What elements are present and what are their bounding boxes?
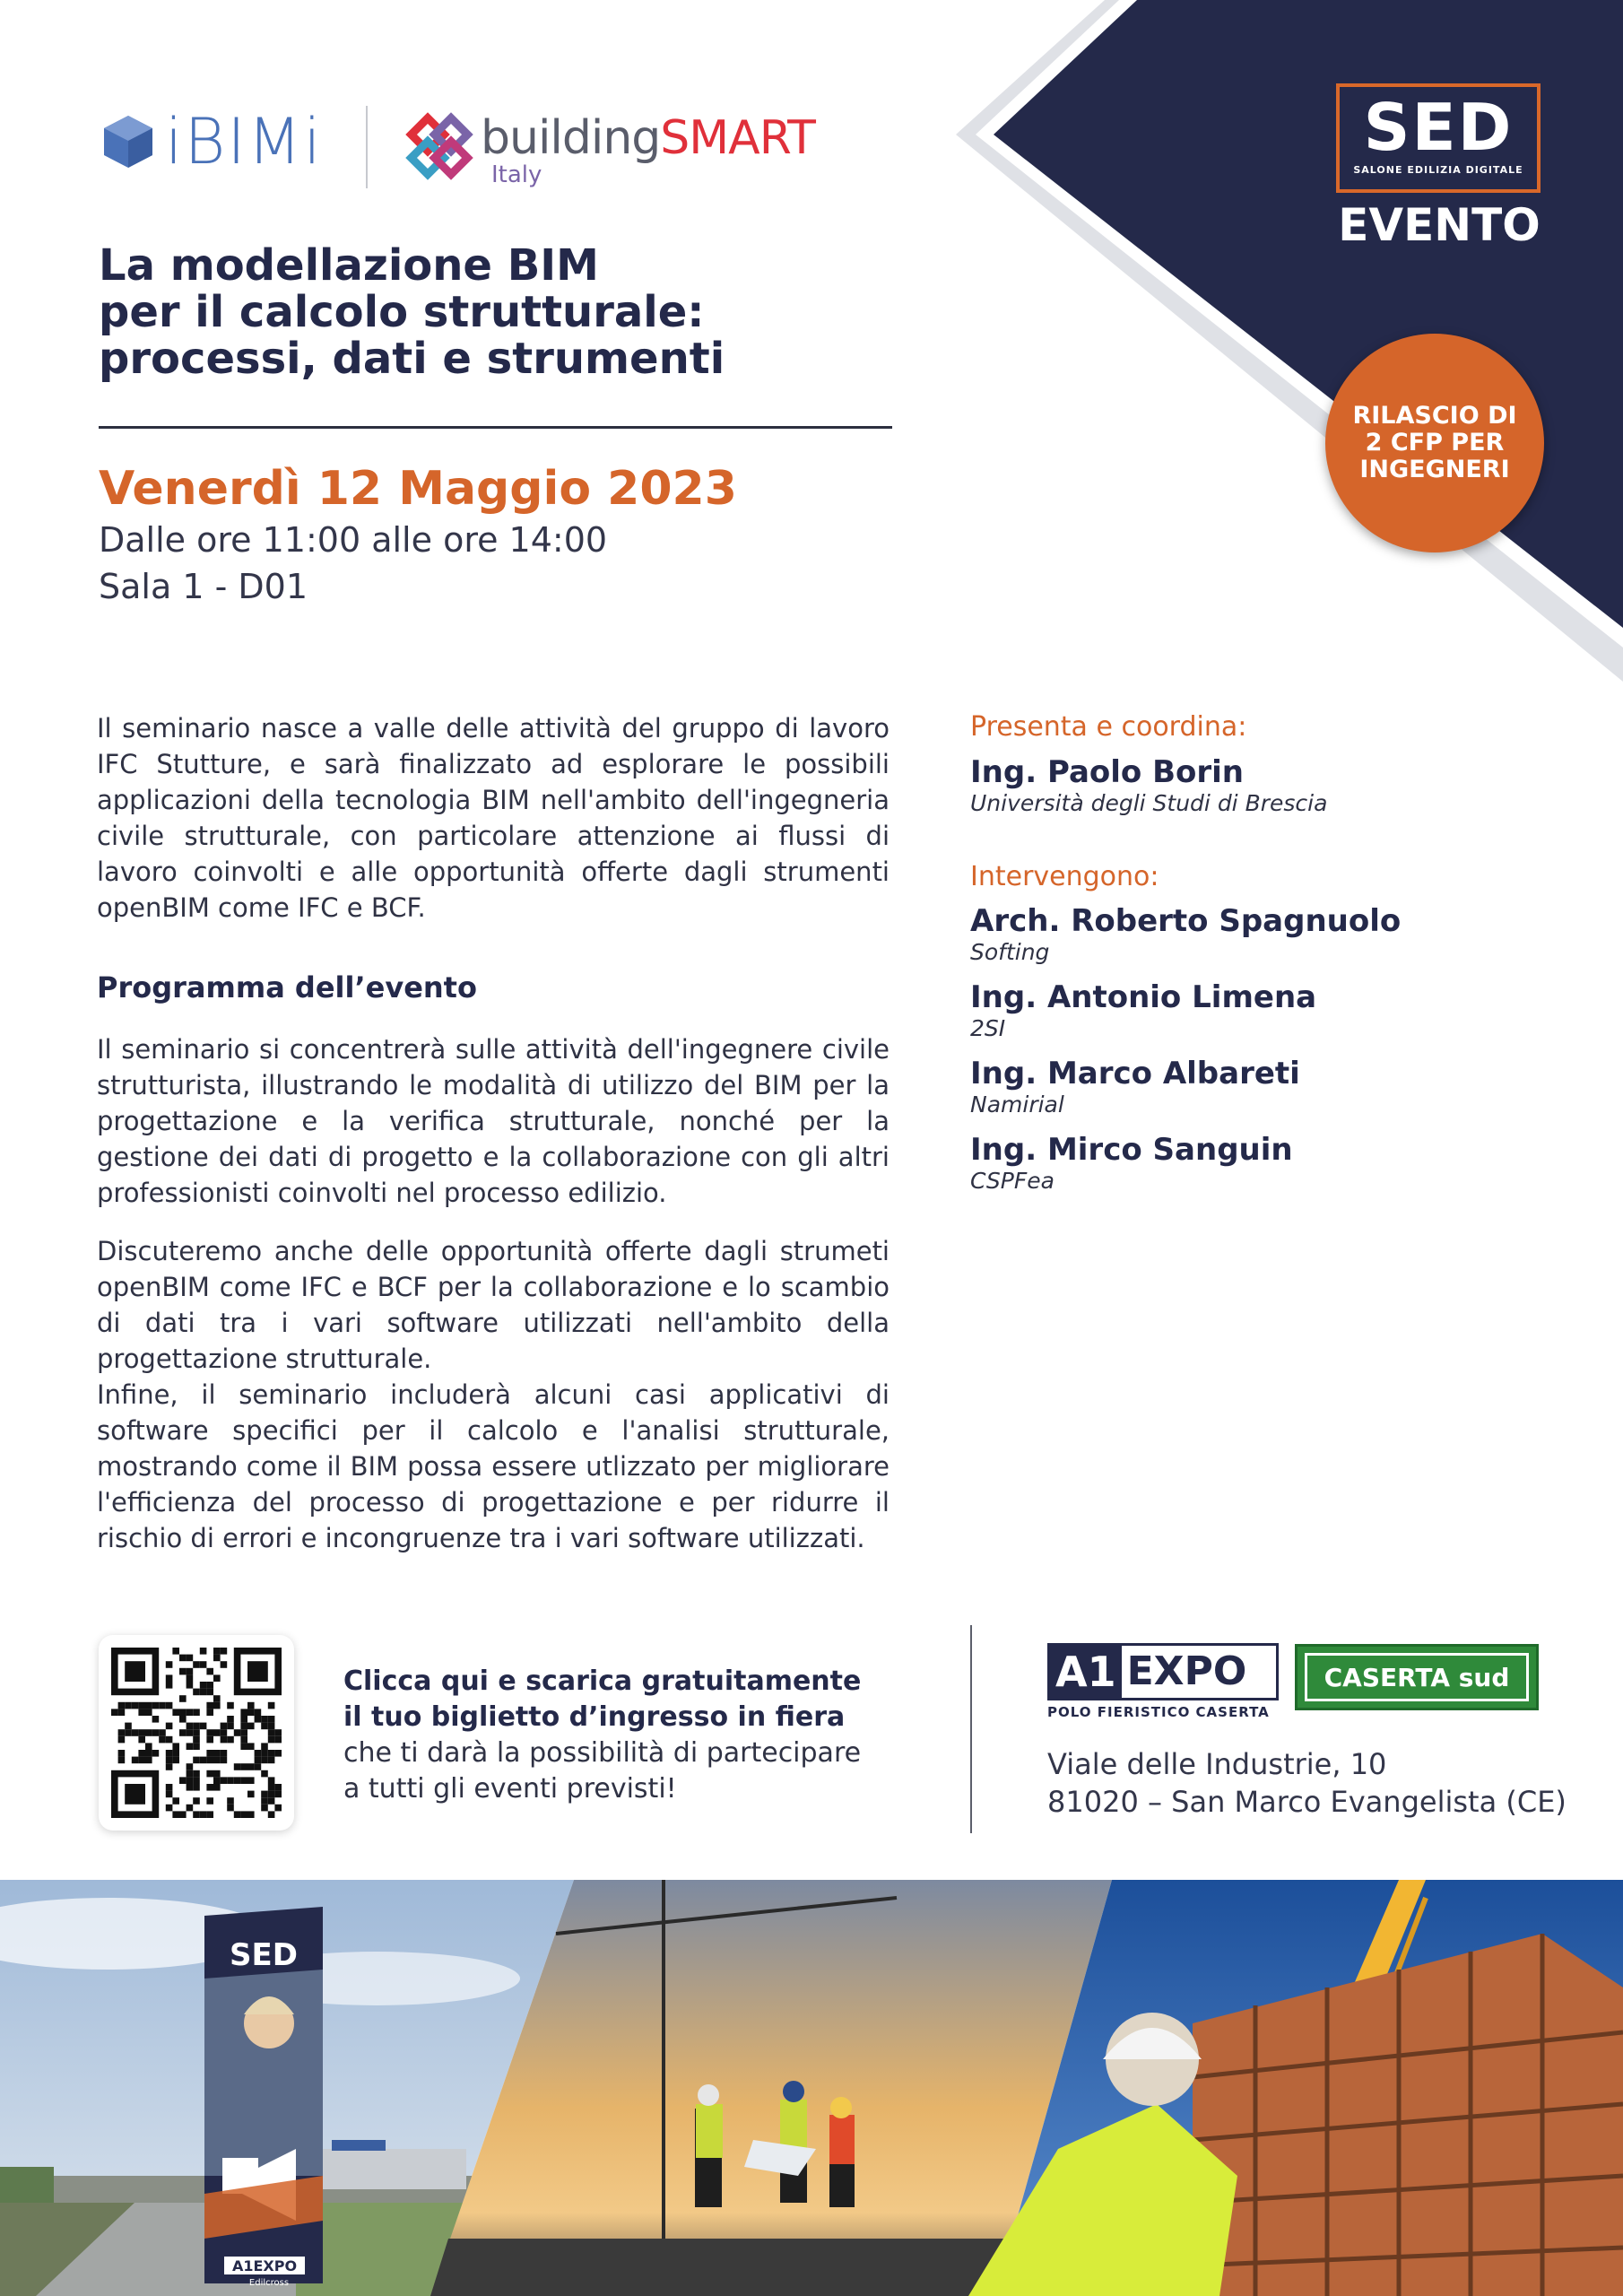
speakers-heading: Intervengono: (970, 861, 1159, 892)
speaker-name: Ing. Mirco Sanguin (970, 1132, 1293, 1168)
speaker-affiliation: 2SI (970, 1015, 1006, 1041)
ticket-cta[interactable] (343, 1664, 899, 1807)
programma-heading: Programma dell’evento (97, 970, 477, 1004)
speaker-name: Ing. Paolo Borin (970, 754, 1245, 790)
a1-mark: A1 (1050, 1646, 1122, 1698)
a1-expo-logo (1047, 1643, 1279, 1720)
title-divider (99, 426, 892, 429)
presenter-heading: Presenta e coordina: (970, 711, 1247, 743)
ibimi-wordmark: iBIMi (165, 105, 323, 178)
cfp-text: RILASCIO DI 2 CFP PER INGEGNERI (1352, 402, 1517, 483)
event-date: Venerdì 12 Maggio 2023 (99, 462, 737, 516)
totem-a1-text: A1EXPO (231, 2257, 298, 2274)
intro-paragraph: Il seminario nasce a valle delle attività del gruppo di lavoro IFC Stutture, e sarà finalizzato ad esplorare le possibili applicazioni della tecnologia BIM nell'ambito dell'ingegneria civile strutturale, con particolare attenzione ai flussi di lavoro coinvolti e alle opportunità offerte dagli strumenti openBIM come IFC e BCF. (97, 713, 890, 923)
event-time: Dalle ore 11:00 alle ore 14:00 (99, 520, 608, 560)
programma-p2: Discuteremo anche delle opportunità offerte dagli strumeti openBIM come IFC e BCF per la collaborazione e lo scambio di dati tra i vari software utilizzati nell'ambito della progettazione strutturale. (97, 1236, 890, 1374)
speaker-name: Arch. Roberto Spagnuolo (970, 903, 1402, 939)
title-line: processi, dati e strumenti (99, 334, 725, 384)
cta-line: che ti darà la possibilità di partecipare (343, 1737, 862, 1769)
evento-label: EVENTO (1338, 199, 1541, 251)
ibimi-logo (100, 106, 323, 178)
caserta-sud-sign (1295, 1644, 1539, 1710)
event-title (99, 242, 906, 382)
logo-separator (366, 106, 368, 188)
presenter (970, 754, 1327, 816)
totem-bottom-text: Edilcross (248, 2278, 290, 2288)
speaker-item (970, 1132, 1293, 1194)
speaker-affiliation: Namirial (970, 1091, 1064, 1118)
programma-paragraph-2 (97, 1233, 890, 1556)
footer-divider (970, 1625, 972, 1833)
event-room: Sala 1 - D01 (99, 567, 308, 606)
address-line: 81020 – San Marco Evangelista (CE) (1047, 1785, 1567, 1819)
qr-code-icon (99, 1635, 294, 1831)
ticket-qr-code[interactable] (99, 1635, 294, 1831)
cta-line: il tuo biglietto d’ingresso in fiera (343, 1701, 846, 1733)
cta-line: a tutti gli eventi previsti! (343, 1773, 677, 1805)
sed-subtitle: SALONE EDILIZIA DIGITALE (1353, 164, 1523, 176)
photo-strip (0, 1880, 1623, 2296)
speaker-item (970, 903, 1401, 965)
speaker-name: Ing. Antonio Limena (970, 979, 1317, 1015)
expo-mark: EXPO (1126, 1648, 1247, 1694)
speaker-name: Ing. Marco Albareti (970, 1056, 1300, 1091)
buildingsmart-country: Italy (491, 161, 542, 188)
speaker-affiliation: CSPFea (970, 1168, 1055, 1194)
caserta-sud-text: CASERTA sud (1305, 1653, 1529, 1701)
programma-p3: Infine, il seminario includerà alcuni casi applicativi di software specifici per il calcolo e l'analisi strutturale, mostrando come il BIM possa essere utlizzato per migliorare l'efficienza del processo di progettazione e per ridurre il rischio di errori e incongruenze tra i vari software utilizzati. (97, 1379, 890, 1553)
cta-line: Clicca qui e scarica gratuitamente (343, 1665, 862, 1697)
cfp-badge (1325, 334, 1544, 552)
programma-paragraph: Il seminario si concentrerà sulle attività dell'ingegnere civile strutturista, illustrando le modalità di utilizzo del BIM per la progettazione e la verifica strutturale, nonché per la gestione dei dati di progetto e la collaborazione con gli altri professionisti coinvolti nel processo edilizio. (97, 1034, 890, 1208)
totem-sed-text: SED (230, 1937, 298, 1973)
buildingsmart-knot-icon (404, 110, 475, 182)
buildingsmart-wordmark: buildingSMART (481, 111, 815, 165)
a1-subtitle: POLO FIERISTICO CASERTA (1047, 1704, 1270, 1720)
speaker-item (970, 979, 1316, 1041)
sed-wordmark: SED (1363, 90, 1514, 165)
speaker-item (970, 1056, 1300, 1118)
address-line: Viale delle Industrie, 10 (1047, 1747, 1387, 1781)
cube-icon (100, 114, 156, 170)
speaker-affiliation: Università degli Studi di Brescia (970, 790, 1328, 816)
title-line: per il calcolo strutturale: (99, 287, 705, 337)
title-line: La modellazione BIM (99, 240, 599, 291)
sed-logo (1336, 83, 1541, 193)
speaker-affiliation: Softing (970, 939, 1050, 965)
